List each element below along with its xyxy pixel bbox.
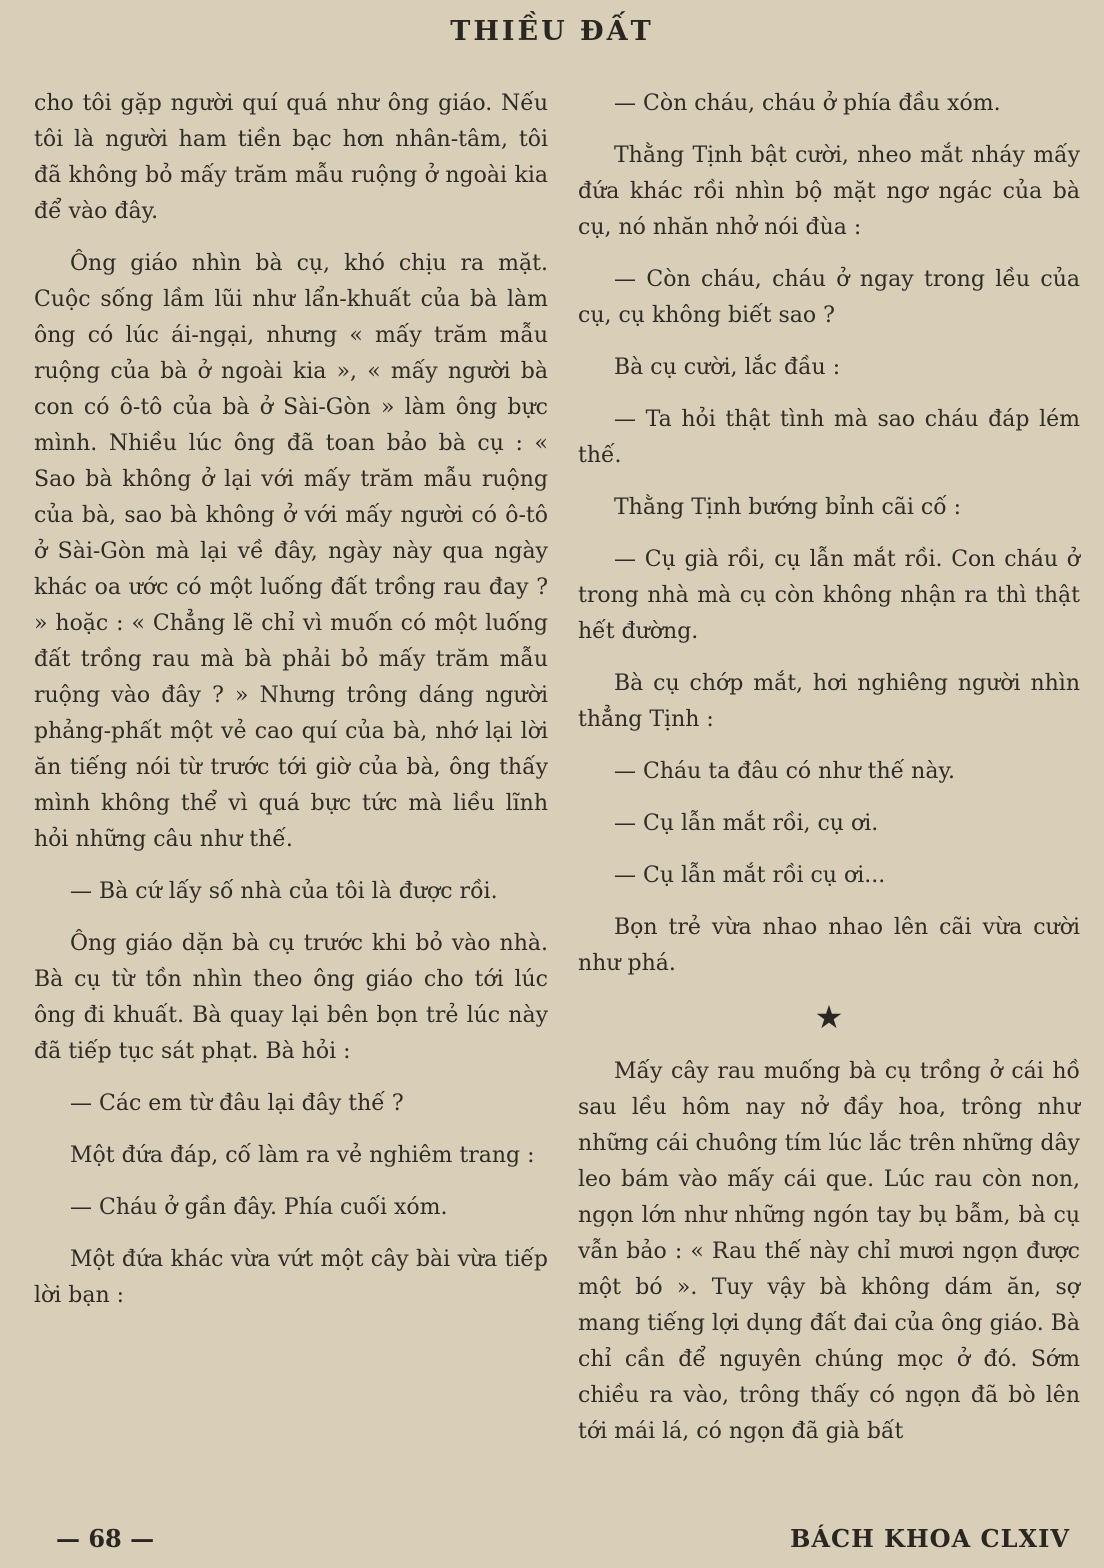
- paragraph: Bà cụ chớp mắt, hơi nghiêng người nhìn thẳng Tịnh :: [578, 671, 1080, 732]
- left-column: [34, 86, 548, 1330]
- paragraph: Bọn trẻ vừa nhao nhao lên cãi vừa cười như phá.: [578, 915, 1080, 976]
- paragraph: — Còn cháu, cháu ở phía đầu xóm.: [614, 91, 1001, 116]
- right-column: [578, 86, 1080, 1466]
- star-separator-icon: ★: [814, 998, 844, 1036]
- paragraph: cho tôi gặp người quí quá như ông giáo. Nếu tôi là người ham tiền bạc hơn nhân-tâm, tôi đã không bỏ mấy trăm mẫu ruộng ở ngoài kia để vào đây.: [34, 91, 548, 224]
- paragraph: Mấy cây rau muống bà cụ trồng ở cái hồ sau lều hôm nay nở đầy hoa, trông như những cái chuông tím lúc lắc trên những dây leo bám vào mấy cái que. Lúc rau còn non, ngọn lớn như những ngón tay bụ bẫm, bà cụ vẫn bảo : « Rau thế này chỉ mươi ngọn được một bó ». Tuy vậy bà không dám ăn, sợ mang tiếng lợi dụng đất đai của ông giáo. Bà chỉ cần để nguyên chúng mọc ở đó. Sớm chiều ra vào, trông thấy có ngọn đã bò lên tới mái lá, có ngọn đã già bất: [578, 1059, 1080, 1444]
- paragraph: Bà cụ cười, lắc đầu :: [614, 355, 841, 380]
- paragraph: — Ta hỏi thật tình mà sao cháu đáp lém thế.: [578, 407, 1080, 468]
- paragraph: — Các em từ đâu lại đây thế ?: [70, 1091, 404, 1116]
- page-number: — 68 —: [56, 1524, 155, 1553]
- paragraph: Ông giáo nhìn bà cụ, khó chịu ra mặt. Cuộc sống lầm lũi như lẩn-khuất của bà làm ông có lúc ái-ngại, nhưng « mấy trăm mẫu ruộng của bà ở ngoài kia », « mấy người bà con có ô-tô của bà ở Sài-Gòn » làm ông bực mình. Nhiều lúc ông đã toan bảo bà cụ : « Sao bà không ở lại với mấy trăm mẫu ruộng của bà, sao bà không ở với mấy người có ô-tô ở Sài-Gòn mà lại về đây, ngày này qua ngày khác oa ước có một luống đất trồng rau đay ? » hoặc : « Chẳng lẽ chỉ vì muốn có một luống đất trồng rau mà bà phải bỏ mấy trăm mẫu ruộng vào đây ? » Nhưng trông dáng người phảng-phất một vẻ cao quí của bà, nhớ lại lời ăn tiếng nói từ trước tới giờ của bà, ông thấy mình không thể vì quá bực tức mà liều lĩnh hỏi những câu như thế.: [34, 251, 548, 852]
- paragraph: — Cụ lẫn mắt rồi, cụ ơi.: [614, 811, 879, 836]
- paragraph: Một đứa đáp, cố làm ra vẻ nghiêm trang :: [70, 1143, 535, 1168]
- paragraph: Thằng Tịnh bướng bỉnh cãi cố :: [614, 495, 962, 520]
- paragraph: — Cụ già rồi, cụ lẫn mắt rồi. Con cháu ở trong nhà mà cụ còn không nhận ra thì thật hết đường.: [578, 547, 1080, 644]
- paragraph: Ông giáo dặn bà cụ trước khi bỏ vào nhà. Bà cụ từ tồn nhìn theo ông giáo cho tới lúc ông đi khuất. Bà quay lại bên bọn trẻ lúc này đã tiếp tục sát phạt. Bà hỏi :: [34, 931, 548, 1064]
- paragraph: Một đứa khác vừa vứt một cây bài vừa tiếp lời bạn :: [34, 1247, 548, 1308]
- paragraph: — Bà cứ lấy số nhà của tôi là được rồi.: [70, 879, 498, 904]
- paragraph: — Cháu ở gần đây. Phía cuối xóm.: [70, 1195, 448, 1220]
- paragraph: Thằng Tịnh bật cười, nheo mắt nháy mấy đứa khác rồi nhìn bộ mặt ngơ ngác của bà cụ, nó nhăn nhở nói đùa :: [578, 143, 1080, 240]
- page-title: THIỀU ĐẤT: [450, 16, 654, 47]
- magazine-name: BÁCH KHOA CLXIV: [790, 1524, 1070, 1553]
- paragraph: — Cháu ta đâu có như thế này.: [614, 759, 955, 784]
- paragraph: — Còn cháu, cháu ở ngay trong lều của cụ, cụ không biết sao ?: [578, 267, 1080, 328]
- paragraph: — Cụ lẫn mắt rồi cụ ơi...: [614, 863, 886, 888]
